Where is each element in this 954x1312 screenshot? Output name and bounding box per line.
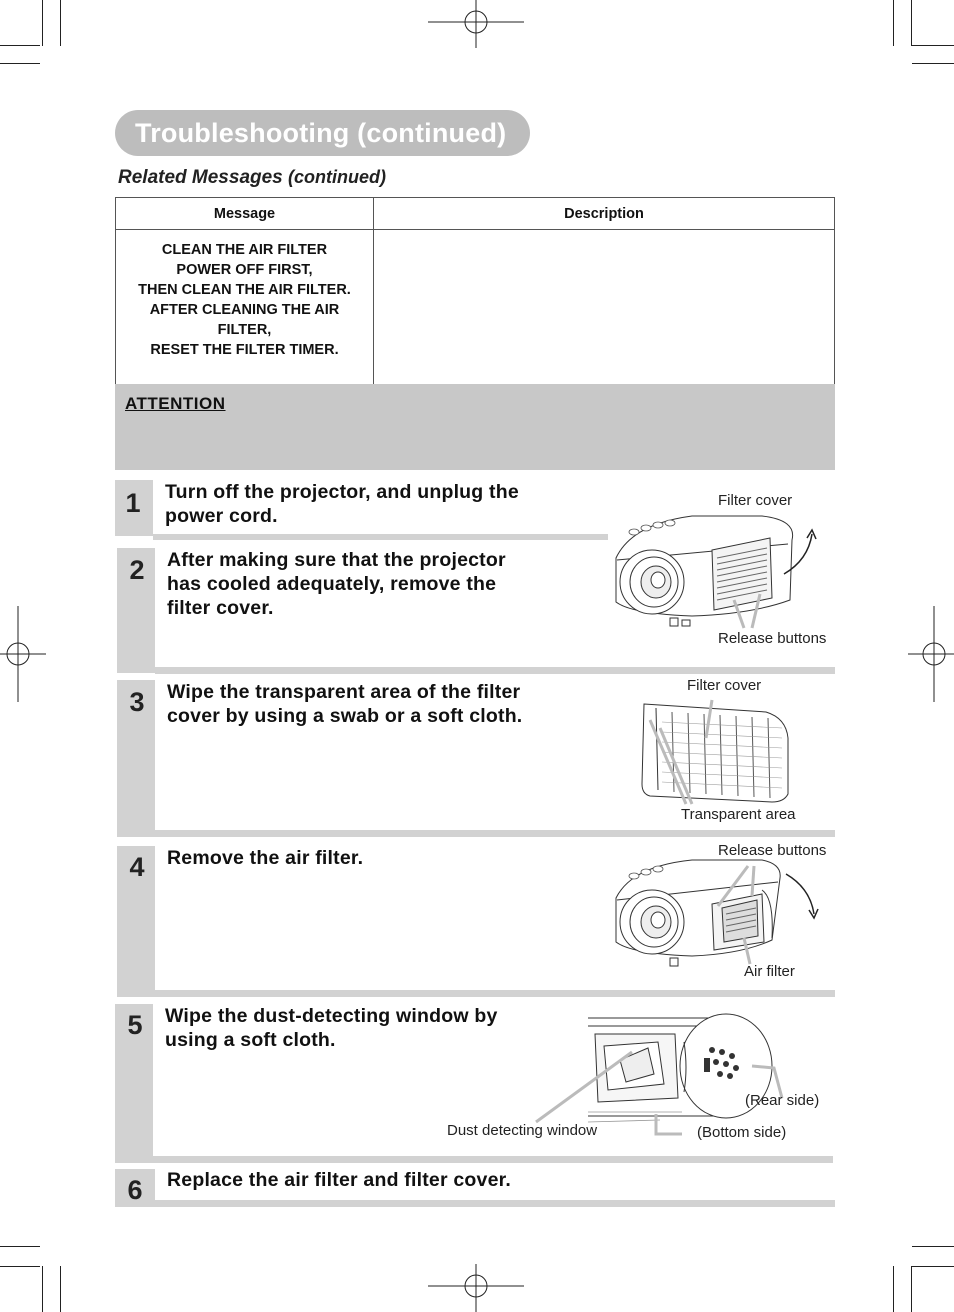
subtitle-main: Related Messages [118, 167, 283, 188]
column-header-description: Description [374, 198, 835, 230]
step-3-text [167, 680, 522, 728]
crop-mark [912, 63, 954, 64]
attention-box [115, 384, 835, 470]
crop-mark [0, 1246, 40, 1247]
label-filter-cover: Filter cover [718, 492, 793, 509]
step-divider [153, 534, 608, 540]
label-filter-cover: Filter cover [687, 677, 762, 694]
message-line: THEN CLEAN THE AIR FILTER. [138, 282, 351, 298]
label-release-buttons: Release buttons [718, 630, 827, 647]
filter-cover-illustration [636, 698, 796, 808]
crop-mark [912, 45, 954, 46]
table-header-row [116, 198, 835, 230]
label-dust-detecting-window: Dust detecting window [447, 1122, 598, 1139]
crop-mark [42, 1266, 43, 1312]
step-3-number: 3 [129, 687, 145, 717]
registration-mark-right [908, 606, 954, 702]
message-line: POWER OFF FIRST, [176, 262, 313, 278]
crop-mark [893, 1266, 894, 1312]
step-4-line: Remove the air filter. [167, 847, 364, 869]
description-cell [374, 230, 835, 387]
step-divider [155, 830, 835, 837]
section-subtitle [118, 167, 386, 189]
subtitle-suffix: (continued) [288, 167, 387, 187]
step-3-line: cover by using a swab or a soft cloth. [167, 705, 523, 727]
step-6-line: Replace the air filter and filter cover. [167, 1169, 511, 1191]
step-1-line: Turn off the projector, and unplug the [165, 481, 519, 503]
label-air-filter: Air filter [744, 963, 795, 980]
registration-mark-top [428, 0, 524, 48]
step-1-text [165, 480, 519, 528]
page-title: Troubleshooting (continued) [115, 110, 530, 156]
step-5-line: using a soft cloth. [165, 1029, 336, 1051]
step-divider [155, 667, 835, 674]
step-2-line: has cooled adequately, remove the [167, 573, 497, 595]
step-5-line: Wipe the dust-detecting window by [165, 1005, 498, 1027]
step-4-text [167, 846, 363, 870]
label-bottom-side: (Bottom side) [697, 1124, 787, 1141]
message-line: CLEAN THE AIR FILTER [161, 242, 328, 258]
projector-filter-cover-illustration [612, 510, 837, 632]
label-release-buttons: Release buttons [718, 842, 827, 859]
column-header-message: Message [116, 198, 374, 230]
step-divider [155, 990, 835, 997]
crop-mark [60, 0, 61, 46]
step-2-line: After making sure that the projector [167, 549, 506, 571]
registration-mark-left [0, 606, 46, 702]
crop-mark [0, 63, 40, 64]
crop-mark [42, 0, 43, 46]
crop-mark [911, 0, 912, 46]
crop-mark [912, 1266, 954, 1267]
step-1-number: 1 [125, 488, 141, 518]
step-5-number: 5 [127, 1010, 143, 1040]
crop-mark [893, 0, 894, 46]
crop-mark [911, 1266, 912, 1312]
step-1-line: power cord. [165, 505, 278, 527]
crop-mark [0, 1266, 40, 1267]
step-3-line: Wipe the transparent area of the filter [167, 681, 521, 703]
table-row [116, 230, 835, 387]
step-2-line: filter cover. [167, 597, 274, 619]
step-6-number: 6 [127, 1175, 143, 1205]
crop-mark [0, 45, 40, 46]
crop-mark [60, 1266, 61, 1312]
attention-label: ATTENTION [125, 394, 226, 413]
step-4-number: 4 [129, 852, 145, 882]
message-line: AFTER CLEANING THE AIR [149, 302, 340, 318]
projector-air-filter-illustration [612, 858, 837, 972]
message-line: RESET THE FILTER TIMER. [150, 342, 339, 358]
step-2-text [167, 548, 506, 620]
label-rear-side: (Rear side) [745, 1092, 820, 1109]
step-divider [153, 1156, 833, 1163]
step-divider [155, 1200, 835, 1207]
registration-mark-bottom [428, 1264, 524, 1312]
step-6-text [167, 1168, 511, 1192]
message-cell [116, 230, 374, 387]
step-2-number: 2 [129, 555, 145, 585]
messages-table [115, 197, 835, 387]
message-line: FILTER, [217, 322, 272, 338]
label-transparent-area: Transparent area [681, 806, 796, 823]
crop-mark [912, 1246, 954, 1247]
